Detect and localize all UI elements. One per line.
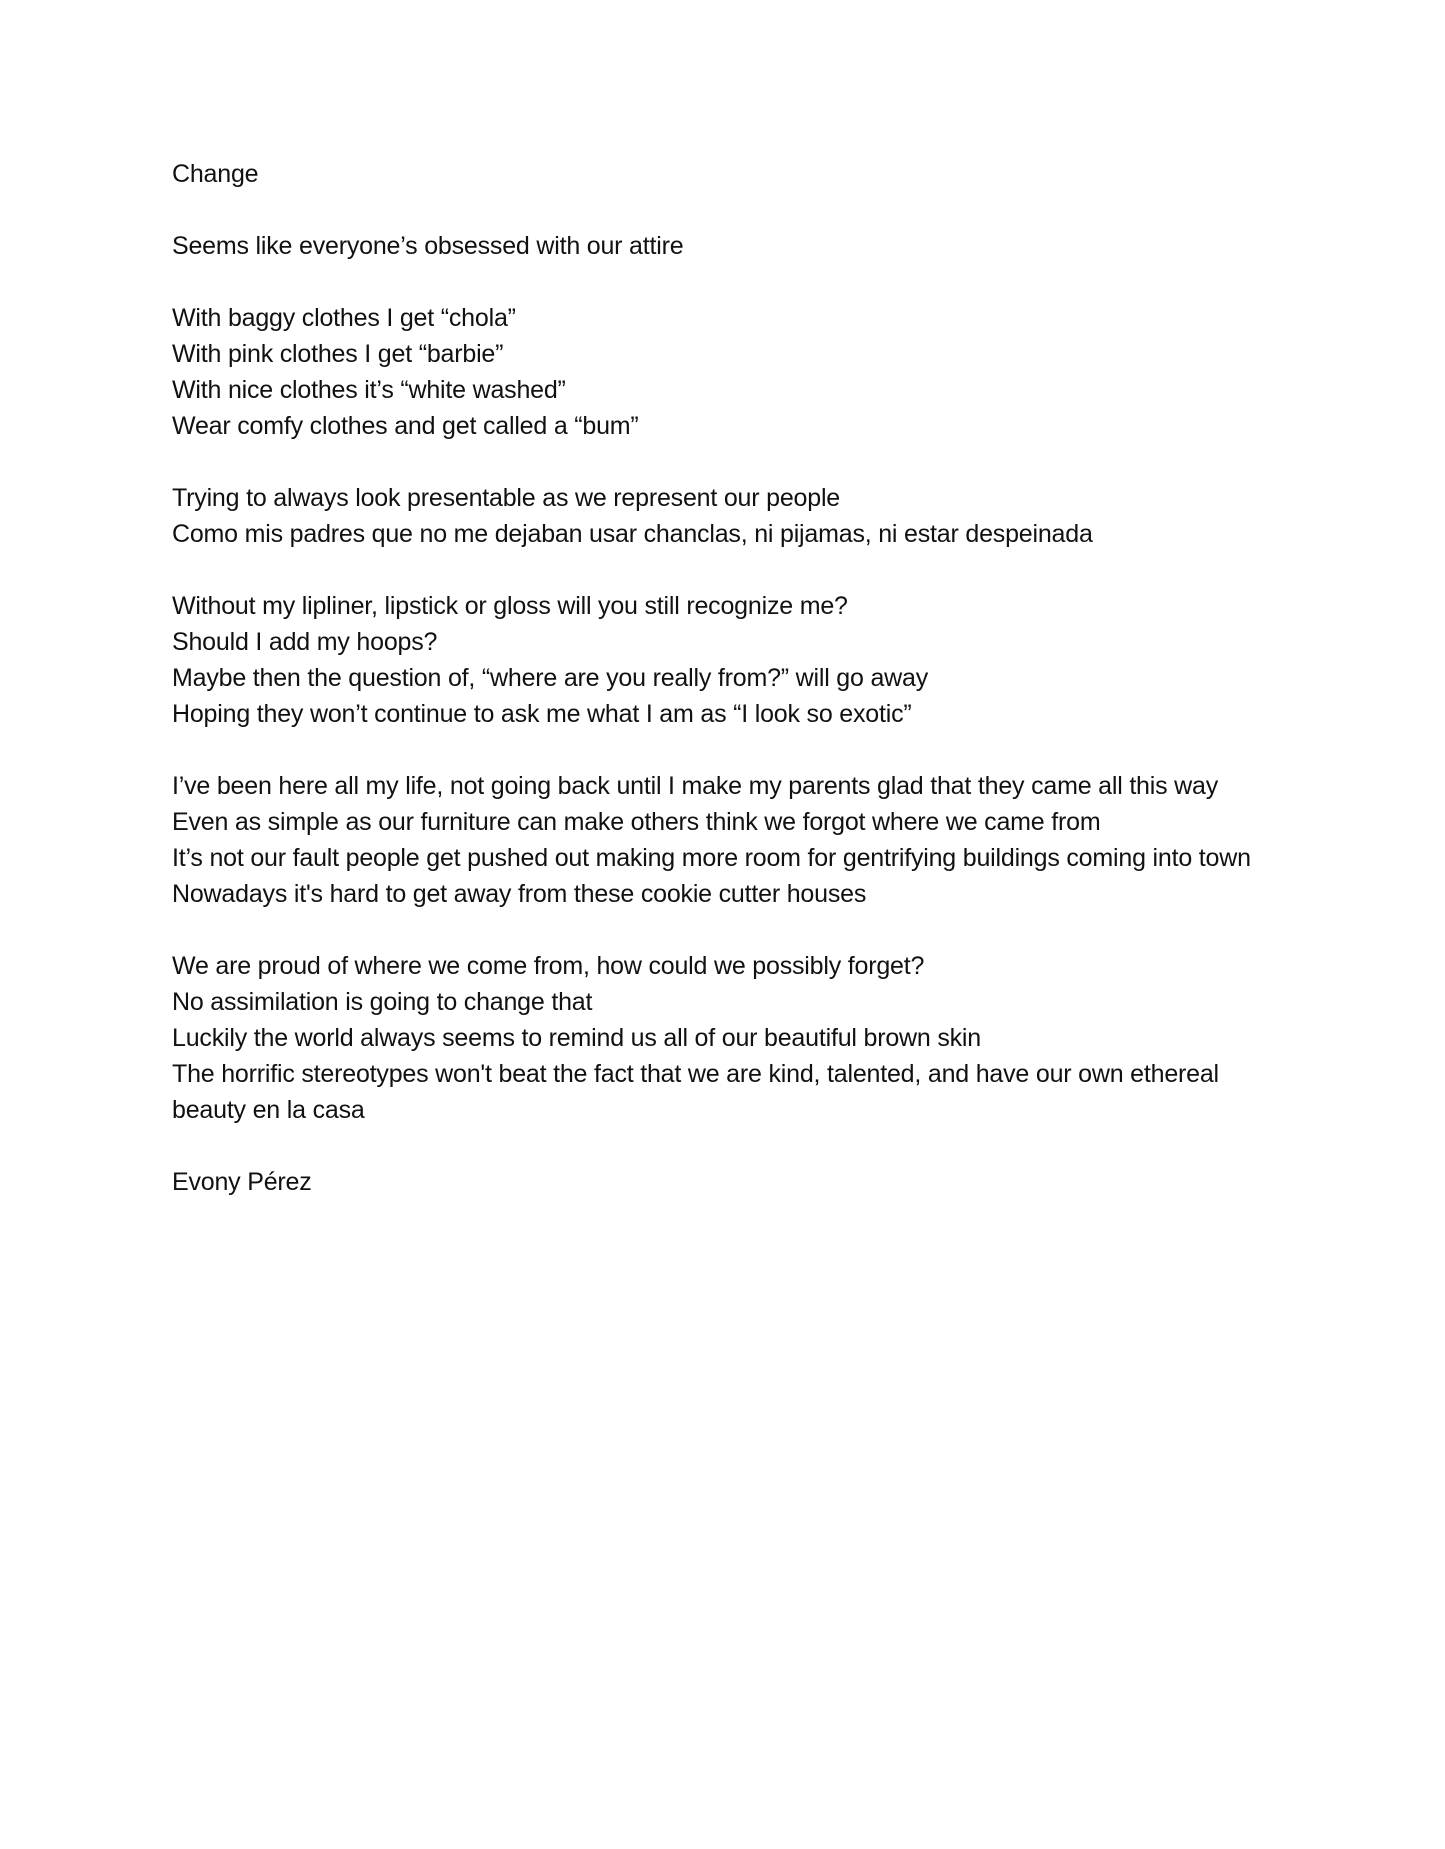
- stanza-gap: [172, 264, 1312, 300]
- stanza-5: [172, 768, 1312, 912]
- stanza-4: [172, 588, 1312, 732]
- stanza-2: [172, 300, 1312, 444]
- poem-line: Seems like everyone’s obsessed with our attire: [172, 232, 684, 260]
- poem-title: Change: [172, 160, 259, 188]
- poem-line: Even as simple as our furniture can make others think we forgot where we came from: [172, 808, 1101, 836]
- stanza-gap: [172, 732, 1312, 768]
- poem-line: The horrific stereotypes won't beat the fact that we are kind, talented, and have our own ethereal: [172, 1060, 1219, 1088]
- poem-line: beauty en la casa: [172, 1096, 365, 1124]
- poem-line: We are proud of where we come from, how could we possibly forget?: [172, 952, 925, 980]
- poem-line: No assimilation is going to change that: [172, 988, 593, 1016]
- poem-line: Hoping they won’t continue to ask me what I am as “I look so exotic”: [172, 700, 912, 728]
- stanza-gap: [172, 1128, 1312, 1164]
- stanza-gap: [172, 192, 1312, 228]
- poem-line: Luckily the world always seems to remind us all of our beautiful brown skin: [172, 1024, 981, 1052]
- poem-page: [172, 156, 1312, 1200]
- stanza-6: [172, 948, 1312, 1128]
- poem-line: With pink clothes I get “barbie”: [172, 340, 504, 368]
- poem-line: With baggy clothes I get “chola”: [172, 304, 516, 332]
- poem-line: Without my lipliner, lipstick or gloss will you still recognize me?: [172, 592, 848, 620]
- poem-line: It’s not our fault people get pushed out making more room for gentrifying buildings coming into town: [172, 844, 1251, 872]
- poem-line: Should I add my hoops?: [172, 628, 438, 656]
- poem-line: Wear comfy clothes and get called a “bum”: [172, 412, 639, 440]
- poem-line: Como mis padres que no me dejaban usar chanclas, ni pijamas, ni estar despeinada: [172, 520, 1093, 548]
- poem-line: With nice clothes it’s “white washed”: [172, 376, 566, 404]
- stanza-1: [172, 228, 1312, 264]
- stanza-3: [172, 480, 1312, 552]
- poem-line: Trying to always look presentable as we represent our people: [172, 484, 841, 512]
- stanza-gap: [172, 444, 1312, 480]
- poem-line: Maybe then the question of, “where are you really from?” will go away: [172, 664, 929, 692]
- poem-line: Nowadays it's hard to get away from these cookie cutter houses: [172, 880, 867, 908]
- stanza-gap: [172, 912, 1312, 948]
- poem-line: I’ve been here all my life, not going back until I make my parents glad that they came all this way: [172, 772, 1219, 800]
- stanza-gap: [172, 552, 1312, 588]
- poem-author: Evony Pérez: [172, 1168, 312, 1196]
